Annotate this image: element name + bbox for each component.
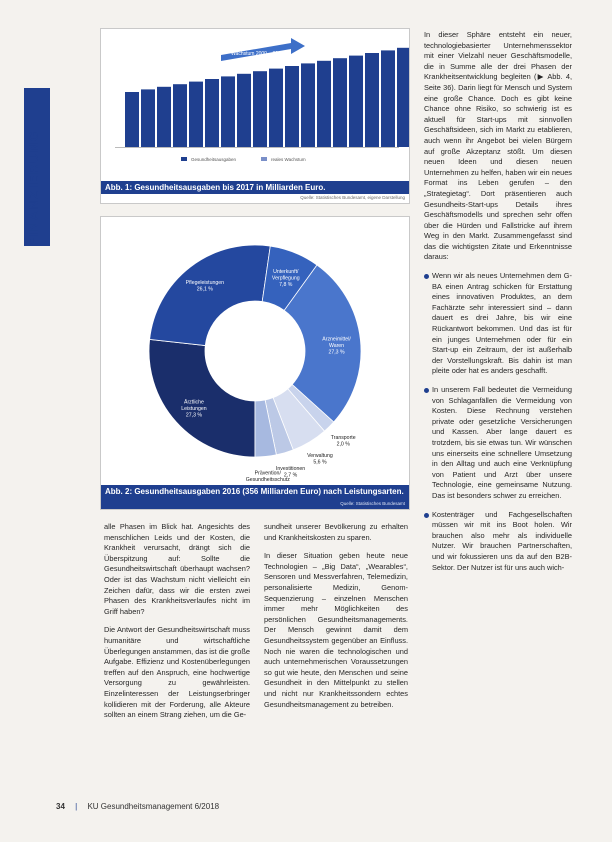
fig1-source: Quelle: Statistisches Bundesamt, eigene Darstellung [300,195,405,200]
trend-label: Wachstum 2000 – 2017 [231,51,284,57]
slice-label: Ärztliche [183,399,204,406]
slice-value: 5,6 % [313,459,327,466]
trend-arrow [221,38,305,61]
bar [381,50,395,147]
bar [141,89,155,147]
bar [221,76,235,147]
bar [285,66,299,147]
footer-separator: | [75,802,78,811]
paragraph: In dieser Sphäre entsteht ein neuer, technologiebasierter Unternehmenssektor mit einer Vielzahl neuer Geschäftsmodelle, die in Summe alle der drei Phasen der Krankheitsentwicklung begleiten (▶ Abb. 4, Seite 36). Darin liegt für Mensch und System eine große Chance. Doch es gibt keine Chance ohne Risiko, so schwierig ist es aktuell für Start-ups mit sinnvollen Geschäftsideen, sich im Markt zu etablieren, auch wenn ihr Angebot bei vielen Bürgern auf große Akzeptanz stößt. Um diesen neuen Ideen und diesen neuen Unternehmen zu helfen, haben wir ein neues Format ins Leben gerufen – den „Strategietag“. Dort präsentieren auch Gesundheits-Start-ups Details ihres Geschäftsmodells und sprechen sehr offen über die Hürden und Fallstricke auf ihrem Weg in den Markt. Zusammengefasst sind das die wichtigsten Zitate und Erkenntnisse daraus: [424,30,572,262]
list-item: Kostenträger und Fachgesellschaften müssen wir mit ins Boot holen. Wir brauchen also mehr als individuelle Nutzer. Wir brauchen Partnerschaften, und wir fokussieren uns da auf den B2B-Sektor. Der Nutzer ist für uns auch wich- [424,510,572,574]
bar [189,82,203,147]
legend-growth: reales Wachstum [271,157,306,162]
slice-label: Arzneimittel/ [322,336,351,343]
slice-label: Transporte [330,434,356,441]
fig1-baseline [115,147,399,148]
paragraph: In dieser Situation geben heute neue Technologien – „Big Data“, „Wearables“, Sensoren und Messverfahren, Telemedizin, personalisierte Medizin, Genom-Sequenzierung – einzelnen Menschen immer mehr Möglichkeiten des persönlichen Gesundheitsmanagements. Der Mensch gewinnt damit dem Gesundheitssystem gegenüber an Einfluss. Noch nie waren die technologischen und auch unternehmerischen Voraussetzungen so gut wie heute, den Menschen und seine Gesundheit in den Mittelpunkt zu stellen und nicht nur Krankheitssondern echtes Gesundheitsmanagement zu betreiben. [264,551,408,709]
text-column-right [424,30,572,581]
slice-label: Leistungen [181,406,207,413]
page-footer [56,802,219,811]
bar [205,79,219,147]
donut-slice [149,339,255,457]
slice-value: 27,3 % [328,349,345,356]
bar [397,48,409,147]
list-item: In unserem Fall bedeutet die Vermeidung von Schlaganfällen die Vermeidung von Kosten. Diese Rechnung verstehen private oder gesetzliche Versicherungen und Kassen. Aber lange dauert es trotzdem, bis sie etwas tun. Wir wünschen uns einerseits eine schnellere Umsetzung in den Alltag und auch eine Verknüpfung von Patient und Arzt über unsere Technologie, eine gemeinsame Nutzung. Das ist besonders schwer zu erreichen. [424,385,572,502]
slice-value: 2,7 % [283,472,298,479]
slice-label: Pflegeleistungen [185,280,225,287]
page-number: 34 [56,802,65,811]
bar [365,53,379,147]
slice-label: Unterkunft/ [273,268,299,275]
text-column-left [104,522,250,729]
bar [349,56,363,147]
fig1-caption [101,181,409,194]
slice-label: Gesundheitsschutz [245,476,290,481]
section-label-text: FINANZIERUNG [26,129,41,246]
bar [317,61,331,147]
journal-name: KU Gesundheitsmanagement 6/2018 [87,802,220,811]
legend-expenditure: Gesundheitsausgaben [191,157,237,162]
slice-label: Waren [328,342,345,349]
slice-value: 7,8 % [279,281,293,288]
text-column-middle [264,522,408,718]
bar [237,74,251,147]
figure-1 [100,28,410,204]
fig2-chart [101,217,409,481]
slice-value: 2,0 % [336,441,350,448]
fig1-bars [125,48,409,147]
fig2-caption-text: Abb. 2: Gesundheitsausgaben 2016 (356 Milliarden Euro) nach Leistungsarten. [105,487,404,496]
bar [269,69,283,147]
slice-value: 26,1 % [196,286,213,293]
legend-swatch-expenditure [181,157,187,161]
list-item: Wenn wir als neues Unternehmen dem G-BA einen Antrag schicken für Erstattung eines innovativen Produktes, an dem Fachärzte sehr interessiert sind – dann dauert es drei Jahre, bis wir eine Rückantwort bekommen. Und das ist für ein junges Unternehmen oder für ein Start-up ein Zeitraum, der ist außerhalb der Vorstellungskraft. Bis dahin ist man pleite oder hat es anders geschafft. [424,271,572,377]
bar [333,58,347,147]
bar [125,92,139,147]
slice-label: Verpflegung [271,275,300,282]
slice-value: 27,3 % [185,412,203,419]
fig1-chart [101,29,409,179]
bar [173,84,187,147]
figure-2 [100,216,410,510]
donut-slice [150,245,271,346]
paragraph: alle Phasen im Blick hat. Angesichts des menschlichen Leids und der Kosten, die Krankheit verursacht, drängt sich die Überspitzung auf: Sollte die Gesundheitswirtschaft überhaupt wachsen? Oder ist das Wachstum nicht vielleicht ein Zeichen dafür, dass wir die ersten zwei Phasen des Krankheitsverlaufes nicht im Griff haben? [104,522,250,616]
slice-label: Prävention/ [254,470,281,477]
legend-swatch-growth [261,157,267,161]
fig2-source: Quelle: Statistisches Bundesamt [340,501,405,506]
bar [253,71,267,147]
paragraph: Die Antwort der Gesundheitswirtschaft muss humanitäre und wirtschaftliche Überlegungen anstammen, das ist die große Aufgabe. Effizienz und Kostenüberlegungen treffen auf den Anspruch, eine hochwertige Versorgung zu gewährleisten. Einzelinteressen der Leistungserbringer kollidieren mit der Forderung, alle Akteure sollten an einem Strang ziehen, um die Ge- [104,625,250,720]
slice-label: Investitionen [275,465,306,472]
bar [301,63,315,147]
paragraph: sundheit unserer Bevölkerung zu erhalten und Krankheitskosten zu sparen. [264,522,408,542]
bar [157,87,171,147]
slice-label: Verwaltung [307,452,333,459]
fig1-caption-text: Abb. 1: Gesundheitsausgaben bis 2017 in Milliarden Euro. [105,183,326,192]
quote-list [424,271,572,573]
